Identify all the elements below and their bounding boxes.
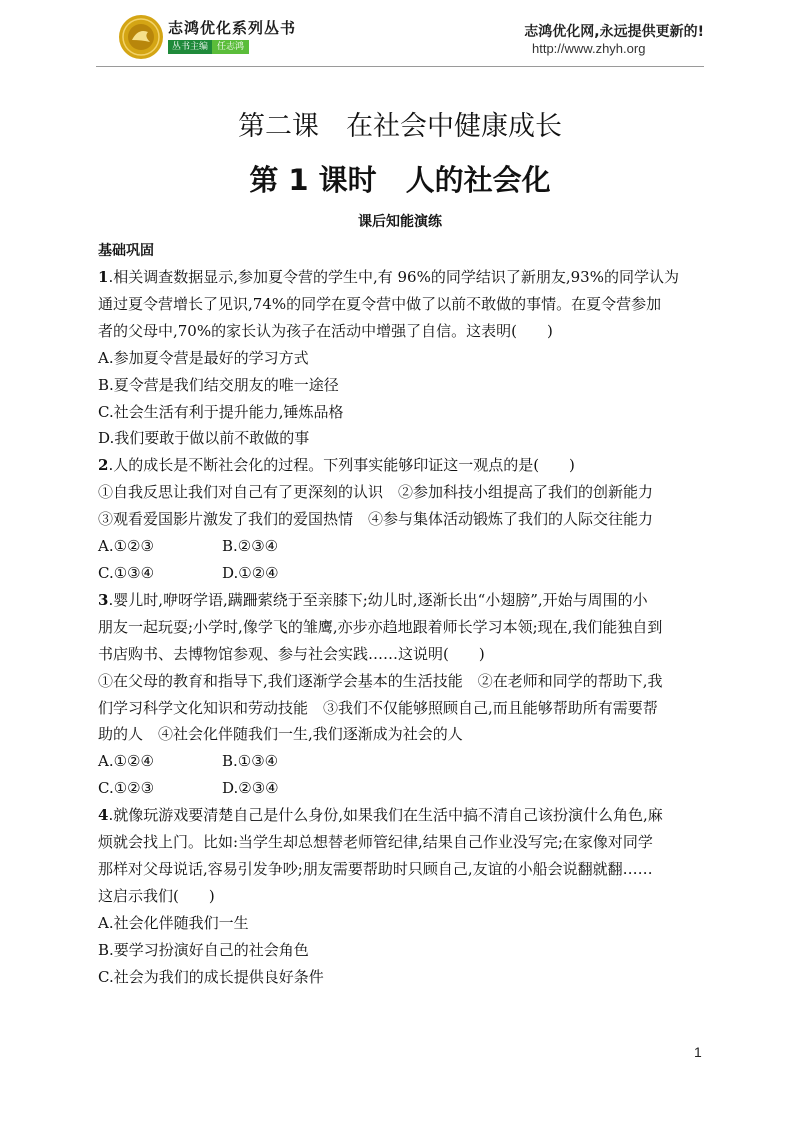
question-stem-line: 4.就像玩游戏要清楚自己是什么身份,如果我们在生活中搞不清自己该扮演什么角色,麻	[98, 806, 663, 825]
option-b[interactable]: B.②③④	[222, 537, 279, 556]
option-a[interactable]: A.①②④	[98, 752, 154, 771]
editor-tags	[168, 40, 249, 54]
option-b[interactable]: B.①③④	[222, 752, 279, 771]
option-a[interactable]: A.社会化伴随我们一生	[98, 913, 249, 932]
header-divider	[96, 66, 704, 67]
option-d[interactable]: D.②③④	[222, 779, 279, 798]
page-number: 1	[694, 1044, 702, 1060]
question-stem-line: 1.相关调查数据显示,参加夏令营的学生中,有 96%的同学结识了新朋友,93%的同学认为	[98, 268, 679, 286]
page-header	[0, 0, 800, 72]
question-4	[98, 802, 706, 990]
option-b[interactable]: B.夏令营是我们结交朋友的唯一途径	[98, 375, 339, 394]
period-title: 第 1 课时 人的社会化	[249, 163, 551, 197]
question-number: 1	[98, 268, 109, 286]
editor-name-tag: 任志鸿	[212, 40, 249, 54]
options-row	[98, 748, 706, 775]
option-c[interactable]: C.①②③	[98, 779, 155, 798]
question-2	[98, 452, 706, 587]
option-d[interactable]: D.我们要敢于做以前不敢做的事	[98, 429, 310, 448]
option-d[interactable]: D.①②④	[222, 563, 279, 582]
options-row	[98, 775, 706, 802]
statement-line: 们学习科学文化知识和劳动技能 ③我们不仅能够照顾自己,而且能够帮助所有需要帮	[98, 698, 658, 717]
lesson-title: 第二课 在社会中健康成长	[238, 111, 562, 142]
question-number: 2	[98, 456, 109, 475]
question-stem-line: 朋友一起玩耍;小学时,像学飞的雏鹰,亦步亦趋地跟着师长学习本领;现在,我们能独自到	[98, 617, 663, 636]
question-stem-line: 者的父母中,70%的家长认为孩子在活动中增强了自信。这表明( )	[98, 321, 553, 340]
exercise-title: 课后知能演练	[358, 214, 442, 230]
question-list	[98, 238, 706, 990]
question-number: 4	[98, 806, 109, 825]
site-url-link[interactable]: http://www.zhyh.org	[532, 41, 646, 56]
question-1	[98, 264, 706, 452]
editor-label-tag: 丛书主编	[168, 40, 212, 54]
publisher-logo-icon	[118, 14, 164, 60]
section-label: 基础巩固	[98, 243, 154, 259]
question-number: 3	[98, 590, 109, 609]
question-stem-line: 通过夏令营增长了见识,74%的同学在夏令营中做了以前不敢做的事情。在夏令营参加	[98, 294, 662, 313]
question-stem-line: 书店购书、去博物馆参观、参与社会实践……这说明( )	[98, 644, 485, 663]
question-3	[98, 587, 706, 802]
option-a[interactable]: A.①②③	[98, 537, 154, 556]
statement-line: ③观看爱国影片激发了我们的爱国热情 ④参与集体活动锻炼了我们的人际交往能力	[98, 510, 654, 529]
option-c[interactable]: C.社会为我们的成长提供良好条件	[98, 967, 324, 986]
site-slogan: 志鸿优化网,永远提供更新的!	[524, 24, 704, 40]
option-c[interactable]: C.社会生活有利于提升能力,锤炼品格	[98, 402, 344, 421]
question-stem-line: 这启示我们( )	[98, 886, 215, 905]
statement-line: 助的人 ④社会化伴随我们一生,我们逐渐成为社会的人	[98, 725, 463, 744]
series-name: 志鸿优化系列丛书	[168, 19, 297, 37]
question-stem-line: 烦就会找上门。比如:当学生却总想替老师管纪律,结果自己作业没写完;在家像对同学	[98, 833, 653, 852]
option-a[interactable]: A.参加夏令营是最好的学习方式	[98, 348, 309, 367]
statement-line: ①在父母的教育和指导下,我们逐渐学会基本的生活技能 ②在老师和同学的帮助下,我	[98, 671, 663, 690]
option-c[interactable]: C.①③④	[98, 563, 155, 582]
question-stem-line: 2.人的成长是不断社会化的过程。下列事实能够印证这一观点的是( )	[98, 456, 575, 475]
question-stem-line: 3.婴儿时,咿呀学语,蹒跚萦绕于至亲膝下;幼儿时,逐渐长出“小翅膀”,开始与周围的小	[98, 590, 648, 609]
option-b[interactable]: B.要学习扮演好自己的社会角色	[98, 940, 309, 959]
options-row	[98, 560, 706, 587]
statement-line: ①自我反思让我们对自己有了更深刻的认识 ②参加科技小组提高了我们的创新能力	[98, 483, 654, 502]
question-stem-line: 那样对父母说话,容易引发争吵;朋友需要帮助时只顾自己,友谊的小船会说翻就翻……	[98, 859, 653, 878]
options-row	[98, 533, 706, 560]
